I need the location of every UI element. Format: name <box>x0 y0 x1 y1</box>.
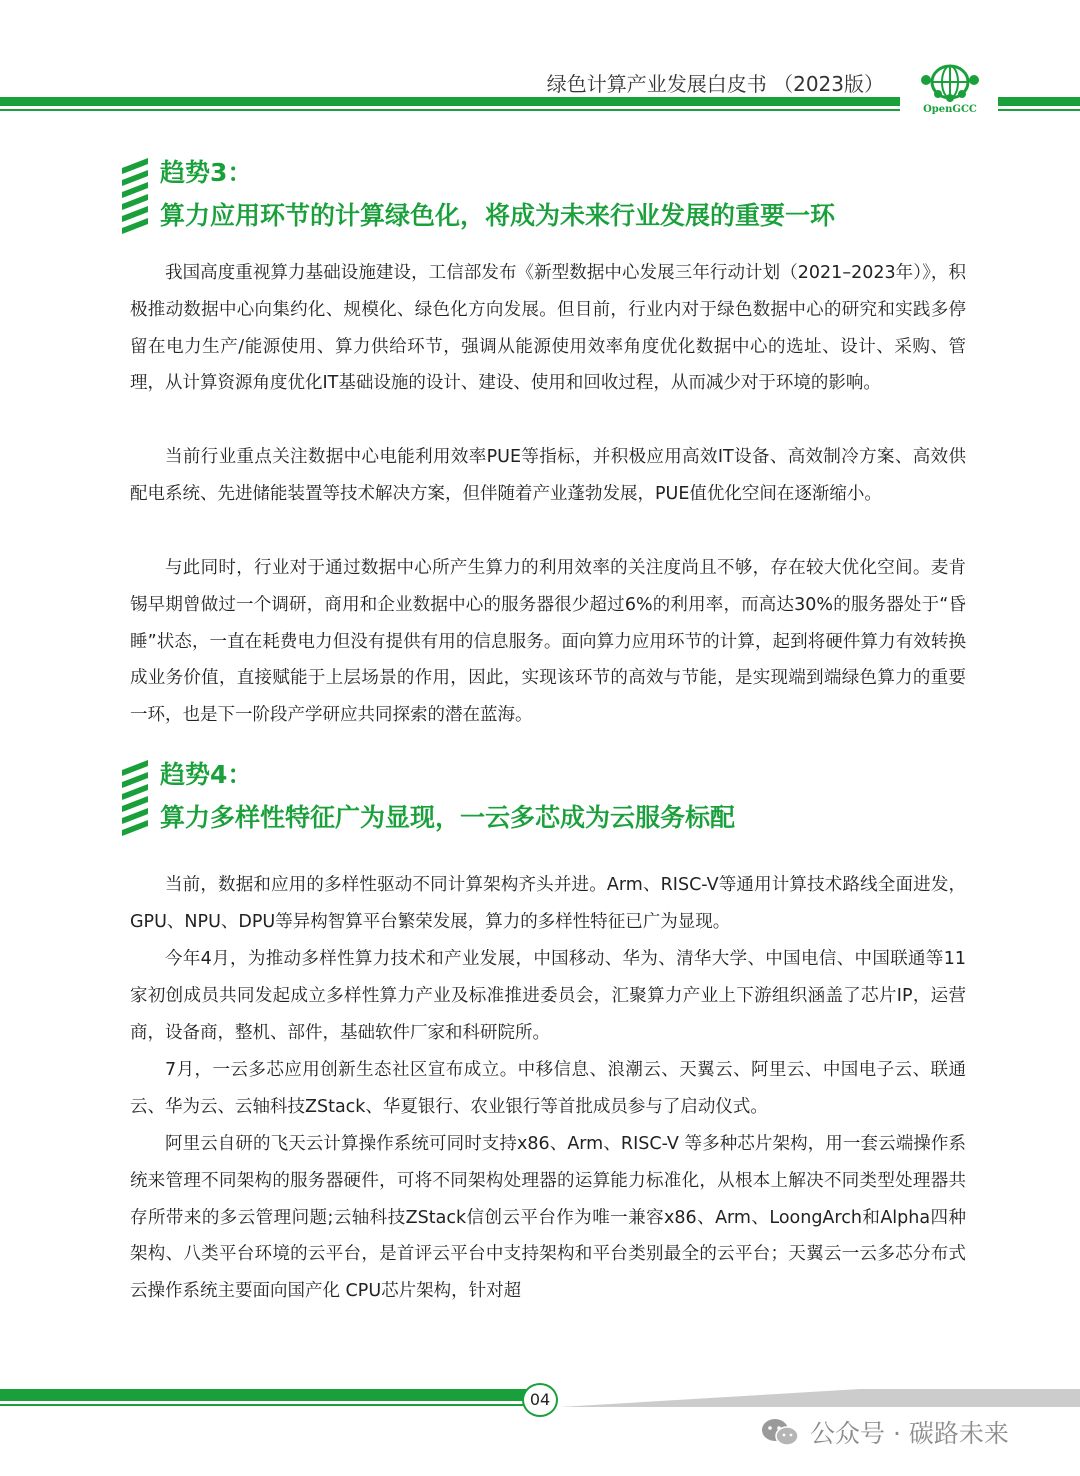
logo-text: OpenGCC <box>923 104 977 115</box>
header-title: 绿色计算产业发展白皮书 （2023版） <box>546 72 884 96</box>
stripes-icon <box>120 758 150 836</box>
footer-gray-wedge <box>560 1389 1080 1407</box>
stripes-icon <box>120 156 150 234</box>
trend3-paragraph-2: 当前行业重点关注数据中心电能利用效率PUE等指标，并积极应用高效IT设备、高效制冷方案、高效供配电系统、先进储能装置等技术解决方案，但伴随着产业蓬勃发展，PUE值优化空间在逐渐缩小。 <box>130 447 966 504</box>
footer-rule <box>0 1404 540 1406</box>
header-rule-right <box>998 109 1080 111</box>
trend4-label: 趋势4： <box>160 760 253 789</box>
watermark <box>760 1414 1009 1450</box>
trend4-paragraph-4: 阿里云自研的飞天云计算操作系统可同时支持x86、Arm、RISC-V 等多种芯片架构，用一套云端操作系统来管理不同架构的服务器硬件，可将不同架构处理器的运算能力标准化，从根本上解决不同类型处理器共存所带来的多云管理问题;云轴科技ZStack信创云平台作为唯一兼容x86、Arm、LoongArch和Alpha四种架构、八类平台环境的云平台，是首评云平台中支持架构和平台类别最全的云平台；天翼云一云多芯分布式云操作系统主要面向国产化 CPU芯片架构，针对超 <box>130 1134 966 1302</box>
wechat-icon <box>760 1417 800 1447</box>
trend4-paragraph-1: 当前，数据和应用的多样性驱动不同计算架构齐头并进。Arm、RISC-V等通用计算技术路线全面进发，GPU、NPU、DPU等异构智算平台繁荣发展，算力的多样性特征已广为显现。 <box>130 875 966 932</box>
header-rule <box>0 109 900 111</box>
footer-bar <box>0 1389 540 1401</box>
header-bar-right <box>998 97 1080 106</box>
header-bar <box>0 97 900 106</box>
trend3-title: 算力应用环节的计算绿色化，将成为未来行业发展的重要一环 <box>160 201 836 230</box>
trend4-paragraph-2: 今年4月，为推动多样性算力技术和产业发展，中国移动、华为、清华大学、中国电信、中国联通等11家初创成员共同发起成立多样性算力产业及标准推进委员会，汇聚算力产业上下游组织涵盖了芯片IP，运营商，设备商，整机、部件，基础软件厂家和科研院所。 <box>130 949 966 1043</box>
trend3-label: 趋势3： <box>160 158 253 187</box>
page-number: 04 <box>522 1383 558 1417</box>
trend4-paragraph-3: 7月，一云多芯应用创新生态社区宣布成立。中移信息、浪潮云、天翼云、阿里云、中国电子云、联通云、华为云、云轴科技ZStack、华夏银行、农业银行等首批成员参与了启动仪式。 <box>130 1060 966 1117</box>
watermark-text: 公众号 · 碳路未来 <box>810 1419 1009 1448</box>
trend3-paragraph-3: 与此同时，行业对于通过数据中心所产生算力的利用效率的关注度尚且不够，存在较大优化空间。麦肯锡早期曾做过一个调研，商用和企业数据中心的服务器很少超过6%的利用率，而高达30%的服务器处于“昏睡”状态，一直在耗费电力但没有提供有用的信息服务。面向算力应用环节的计算，起到将硬件算力有效转换成业务价值，直接赋能于上层场景的作用，因此，实现该环节的高效与节能，是实现端到端绿色算力的重要一环，也是下一阶段产学研应共同探索的潜在蓝海。 <box>130 558 966 726</box>
trend3-paragraph-1: 我国高度重视算力基础设施建设，工信部发布《新型数据中心发展三年行动计划（2021–2023年）》，积极推动数据中心向集约化、规模化、绿色化方向发展。但目前，行业内对于绿色数据中心的研究和实践多停留在电力生产/能源使用、算力供给环节，强调从能源使用效率角度优化数据中心的选址、设计、采购、管理，从计算资源角度优化IT基础设施的设计、建设、使用和回收过程，从而减少对于环境的影响。 <box>130 263 966 394</box>
trend4-title: 算力多样性特征广为显现，一云多芯成为云服务标配 <box>160 803 736 832</box>
